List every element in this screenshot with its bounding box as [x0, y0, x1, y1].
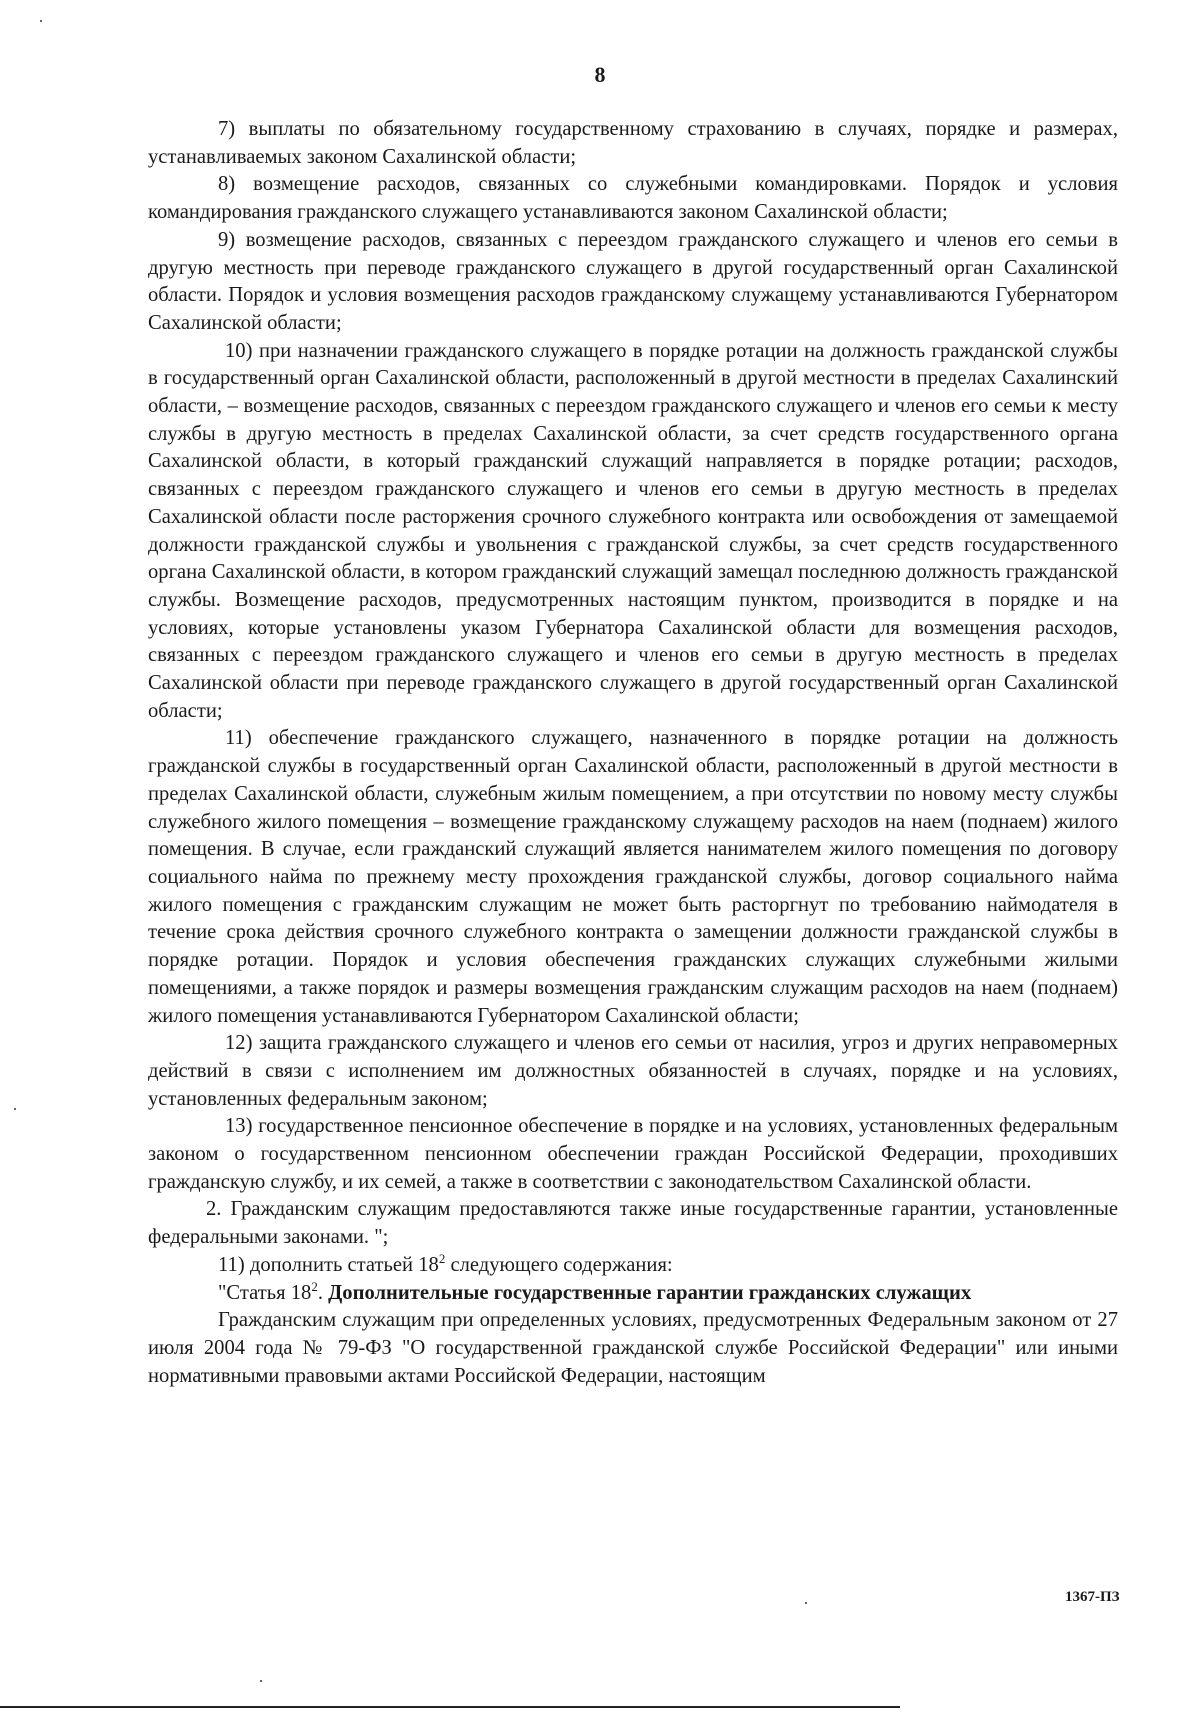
article-superscript: 2	[311, 1278, 318, 1294]
scan-speck	[805, 1602, 807, 1604]
document-code: 1367-ПЗ	[1065, 1589, 1120, 1605]
amendment-text-end: следующего содержания:	[445, 1253, 673, 1276]
amendment-item-11	[148, 1252, 1118, 1280]
scan-edge-line	[0, 1706, 900, 1708]
scan-speck	[260, 1680, 262, 1682]
amendment-text: 11) дополнить статьей 18	[218, 1253, 439, 1276]
paragraph-item-9: 9) возмещение расходов, связанных с переездом гражданского служащего и членов его семьи в другую местность при переводе гражданского служащего в другой государственный орган Сахалинской области. Порядок и условия возмещения расходов гражданскому служащему устанавливаются Губернатором Сахалинской области;	[148, 228, 1118, 334]
paragraph-item-13: 13) государственное пенсионное обеспечение в порядке и на условиях, установленных федеральным законом о государственном пенсионном обеспечении граждан Российской Федерации, проходивших гражданскую службу, и их семей, а также в соответствии с законодательством Сахалинской области.	[148, 1115, 1118, 1193]
paragraph-item-11: 11) обеспечение гражданского служащего, назначенного в порядке ротации на должность гражданской службы в государственный орган Сахалинской области, расположенный в другой местности в пределах Сахалинской области, служебным жилым помещением, а при отсутствии по новому месту службы служебного жилого помещения – возмещение гражданскому служащему расходов на наем (поднаем) жилого помещения. В случае, если гражданский служащий является нанимателем жилого помещения по договору социального найма по прежнему месту прохождения гражданской службы, договор социального найма жилого помещения с гражданским служащим не может быть расторгнут по требованию наймодателя в течение срока действия срочного служебного контракта о замещении должности гражданской службы в порядке ротации. Порядок и условия обеспечения гражданских служащих служебными жилыми помещениями, а также порядок и размеры возмещения гражданским служащим расходов на наем (поднаем) жилого помещения устанавливаются Губернатором Сахалинской области;	[148, 727, 1118, 1027]
paragraph-item-12: 12) защита гражданского служащего и членов его семьи от насилия, угроз и других неправомерных действий в связи с исполнением им должностных обязанностей в случаях, порядке и на условиях, установленных федеральным законом;	[148, 1032, 1118, 1110]
paragraph-section-2: 2. Гражданским служащим предоставляются также иные государственные гарантии, установленные федеральными законами. ";	[148, 1198, 1118, 1249]
superscript: 2	[438, 1250, 446, 1266]
document-body	[148, 116, 1118, 1390]
article-label: "Статья 18	[218, 1281, 312, 1304]
paragraph-item-8: 8) возмещение расходов, связанных со служебными командировками. Порядок и условия командирования гражданского служащего устанавливаются законом Сахалинской области;	[148, 173, 1118, 224]
scan-speck	[14, 1108, 16, 1110]
article-title: Дополнительные государственные гарантии гражданских служащих	[328, 1281, 972, 1304]
paragraph-item-10: 10) при назначении гражданского служащего в порядке ротации на должность гражданской службы в государственный орган Сахалинской области, расположенный в другой местности в пределах Сахалинский области, – возмещение расходов, связанных с переездом гражданского служащего и членов его семьи к месту службы в другую местность в пределах Сахалинской области, за счет средств государственного органа Сахалинской области, в который гражданский служащий направляется в порядке ротации; расходов, связанных с переездом гражданского служащего и членов его семьи в другую местность в пределах Сахалинской области после расторжения срочного служебного контракта или освобождения от замещаемой должности гражданской службы и увольнения с гражданской службы, за счет средств государственного органа Сахалинской области, в котором гражданский служащий замещал последнюю должность гражданской службы. Возмещение расходов, предусмотренных настоящим пунктом, производится в порядке и на условиях, которые установлены указом Губернатора Сахалинской области для возмещения расходов, связанных с переездом гражданского служащего и членов его семьи в другую местность в пределах Сахалинской области при переводе гражданского служащего в другой государственный орган Сахалинской области;	[148, 339, 1118, 722]
article-heading	[148, 1280, 1118, 1308]
paragraph-item-7: 7) выплаты по обязательному государственному страхованию в случаях, порядке и размерах, устанавливаемых законом Сахалинской области;	[148, 118, 1118, 168]
article-dot: .	[317, 1281, 329, 1304]
page-number: 8	[594, 62, 606, 87]
scan-speck	[40, 20, 42, 22]
article-paragraph: Гражданским служащим при определенных условиях, предусмотренных Федеральным законом от 27 июля 2004 года № 79-ФЗ "О государственной гражданской службе Российской Федерации" или иными нормативными правовыми актами Российской Федерации, настоящим	[148, 1309, 1118, 1387]
